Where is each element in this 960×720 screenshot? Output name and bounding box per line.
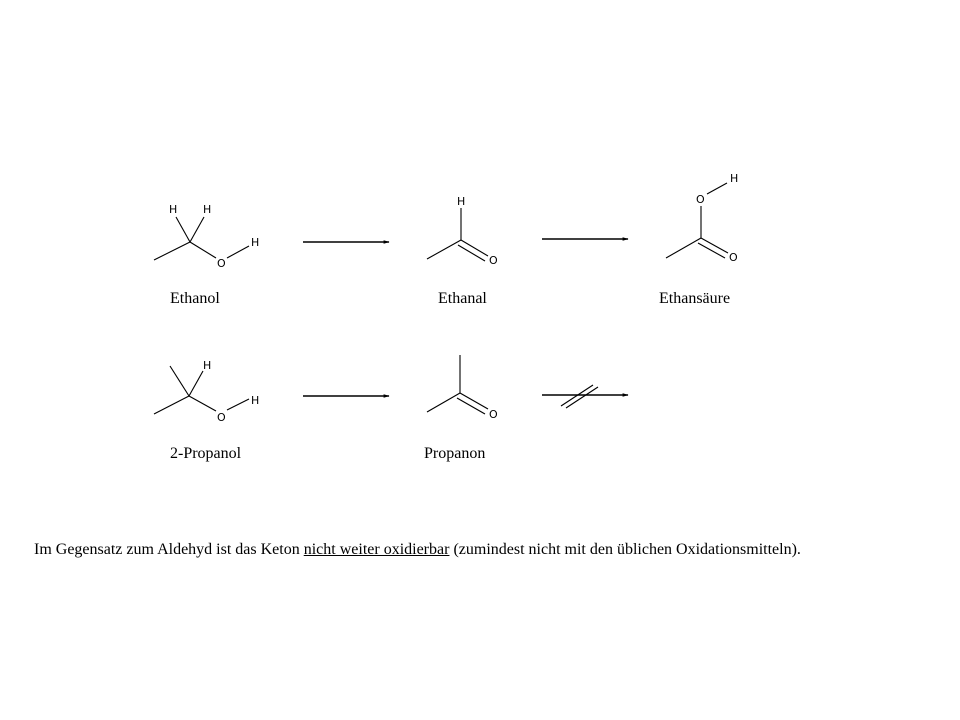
propanon-atom-o: O — [489, 408, 498, 421]
label-ethanol: Ethanol — [170, 290, 220, 307]
ethanol-atom-h2: H — [203, 203, 212, 216]
label-ethanal: Ethanal — [438, 290, 487, 307]
note-underlined-text: nicht weiter oxidierbar — [303, 541, 450, 558]
ethanol-structure — [154, 203, 259, 270]
ethansaeure-atom-o-carbonyl: O — [729, 251, 738, 264]
blocked-reaction-arrow — [542, 385, 628, 408]
propanol-atom-h1: H — [203, 359, 212, 372]
ethanal-structure — [427, 195, 498, 267]
label-propanon: Propanon — [424, 445, 486, 462]
note-text-end: (zumindest nicht mit den üblichen Oxidationsmitteln). — [449, 541, 801, 558]
propanol-atom-h2: H — [251, 394, 260, 407]
ethanol-atom-o: O — [217, 257, 226, 270]
explanation-text — [34, 541, 954, 559]
label-2-propanol: 2-Propanol — [170, 445, 242, 462]
ethanal-atom-o: O — [489, 254, 498, 267]
ethansaeure-atom-h: H — [730, 172, 739, 185]
propanol-structure — [154, 359, 259, 424]
ethansaeure-structure — [666, 172, 738, 264]
note-text-start: Im Gegensatz zum Aldehyd ist das Keton — [34, 541, 304, 558]
ethanal-atom-h: H — [457, 195, 466, 208]
ethanol-atom-h1: H — [169, 203, 178, 216]
ethanol-atom-h3: H — [251, 236, 260, 249]
propanon-structure — [427, 355, 498, 421]
propanol-atom-o: O — [217, 411, 226, 424]
ethansaeure-atom-o-hydroxyl: O — [696, 193, 705, 206]
label-ethansaeure: Ethansäure — [659, 290, 731, 307]
